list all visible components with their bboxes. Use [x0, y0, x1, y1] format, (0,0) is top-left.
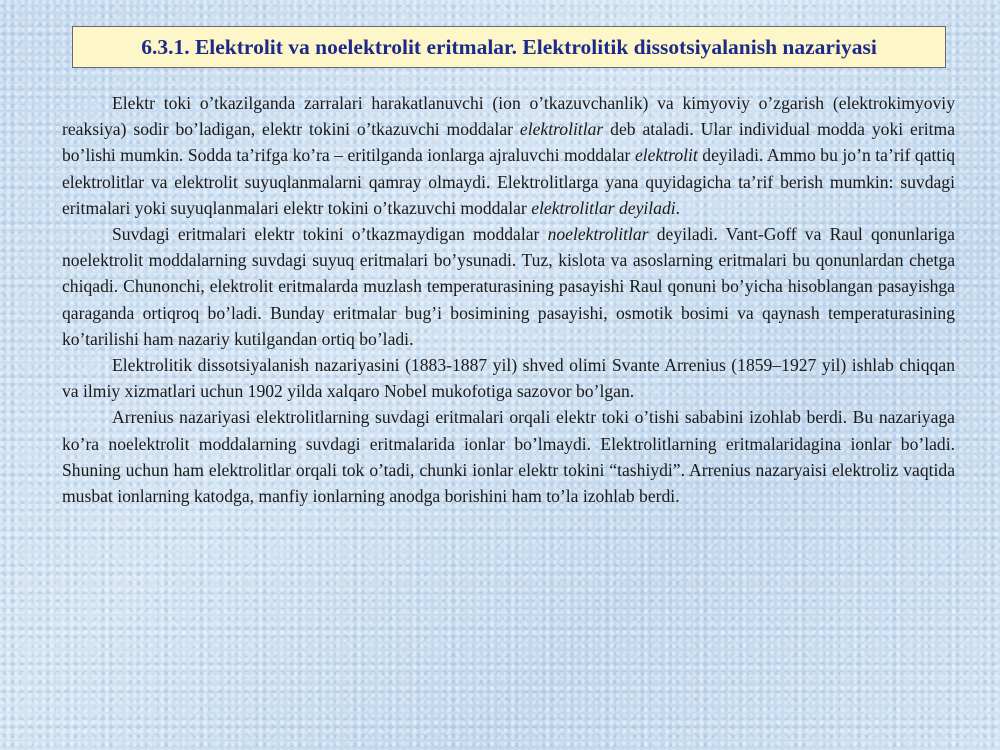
page-title: 6.3.1. Elektrolit va noelektrolit eritmalar. Elektrolitik dissotsiyalanish nazariyasi	[141, 34, 877, 59]
p1-term-3: elektrolitlar deyiladi	[531, 197, 676, 218]
p1-term-2: elektrolit	[634, 145, 698, 166]
paragraph-4: Arrenius nazariyasi elektrolitlarning suvdagi eritmalari orqali elektr toki o’tishi sababini izohlab berdi. Bu nazariyaga ko’ra noelektrolit moddalarning suvdagi eritmalarida ionlar bo’lmaydi. Elektrolitlarning eritmalaridagina ionlar bo’ladi. Shuning uchun ham elektrolitlar orqali tok o’tadi, chunki ionlar elektr tokini “tashiydi”. Arrenius nazaryaisi elektroliz vaqtida musbat ionlarning katodga, manfiy ionlarning anodga borishini ham to’la izohlab berdi.	[62, 407, 955, 507]
p1-text-2: deb ataladi. Ular individual modda yoki eritma bo’lishi mumkin. Sodda ta’rifga ko’ra – eritilganda ionlarga ajraluvchi moddalar	[62, 119, 955, 166]
p1-term-1: elektrolitlar	[519, 119, 604, 140]
title-box	[72, 26, 946, 68]
p1-text-1: Elektr toki o’tkazilganda zarralari harakatlanuvchi (ion o’tkazuvchanlik) va kimyoviy o’zgarish (elektrokimyoviy reaksiya) sodir bo’ladigan, elektr tokini o’tkazuvchi moddalar	[62, 93, 955, 140]
p1-text-3: deyiladi. Ammo bu jo’n ta’rif qattiq elektrolitlar va elektrolit suyuqlanmalarni qamray olmaydi. Elektrolitlarga yana quyidagicha ta’rif berish mumkin: suvdagi eritmalari yoki suyuqlanmalari elektr tokini o’tkazuvchi moddalar	[62, 145, 956, 218]
p2-text-2: deyiladi. Vant-Goff va Raul qonunlariga noelektrolit moddalarning suvdagi suyuq eritmalari bo’ysunadi. Tuz, kislota va asoslarning eritmalari bu qonunlardan chetga chiqadi. Chunonchi, elektrolit eritmalarda muzlash temperaturasining pasayishi Raul qonuni bo’yicha hisoblangan pasayishga qaraganda ortiqroq bo’ladi. Bunday eritmalar bug’i bosimining pasayishi, osmotik bosimi va qaynash temperaturasining ko’tarilishi ham nazariy kutilgandan ortiq bo’ladi.	[62, 224, 955, 349]
paragraph-1	[62, 90, 955, 221]
p2-term-1: noelektrolitlar	[547, 224, 649, 245]
p2-text-1: Suvdagi eritmalari elektr tokini o’tkazmaydigan moddalar	[112, 224, 548, 245]
body-text	[62, 90, 955, 509]
paragraph-2	[62, 221, 955, 352]
paragraph-3: Elektrolitik dissotsiyalanish nazariyasini (1883-1887 yil) shved olimi Svante Arrenius (1859–1927 yil) ishlab chiqqan va ilmiy xizmatlari uchun 1902 yilda xalqaro Nobel mukofotiga sazovor bo’lgan.	[62, 355, 955, 402]
p1-text-4: .	[675, 197, 681, 218]
